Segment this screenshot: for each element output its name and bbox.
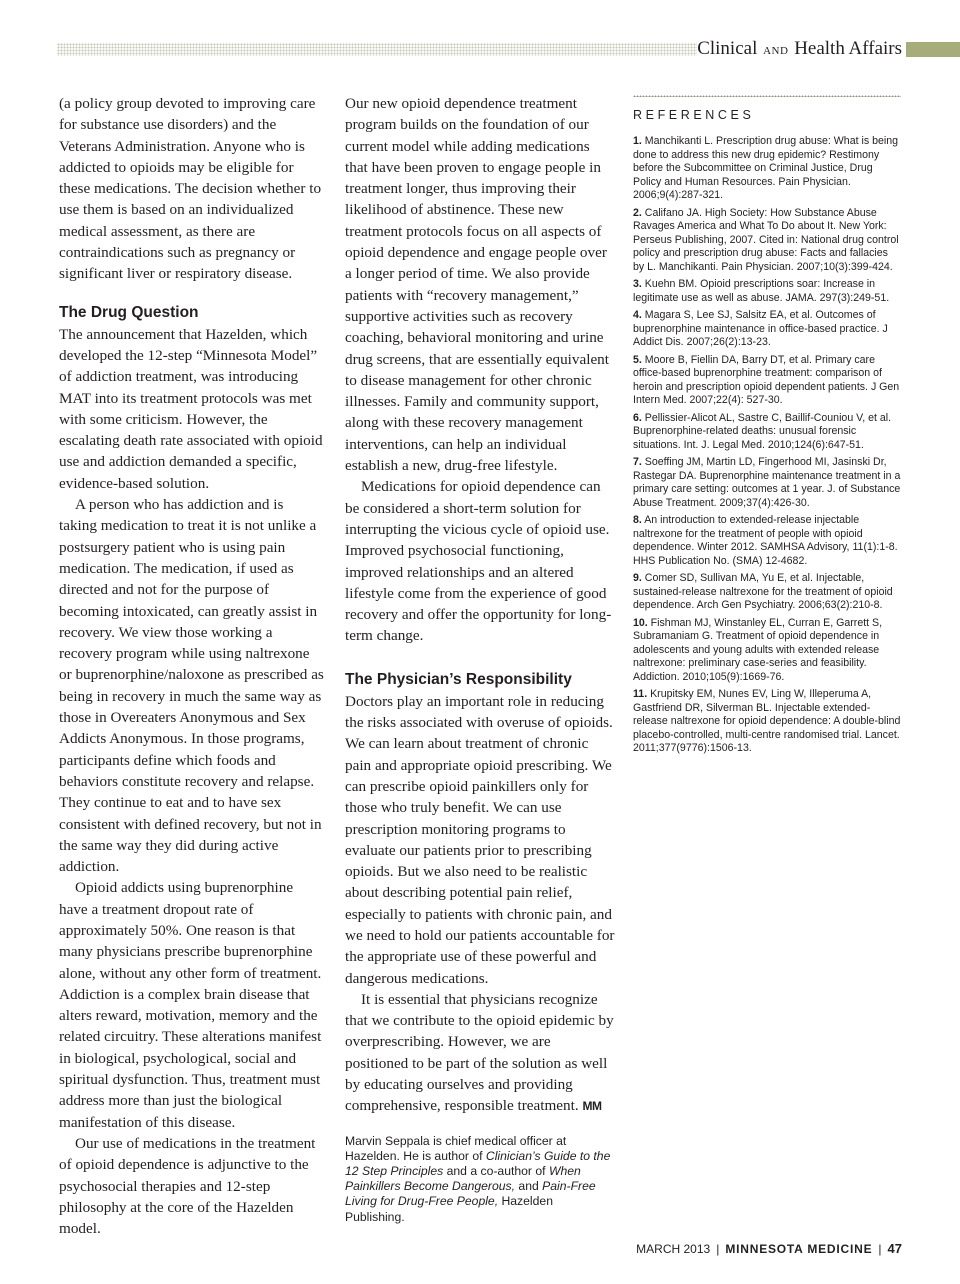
article-column-1: [59, 93, 325, 1239]
footer-issue-date: MARCH 2013: [636, 1242, 711, 1256]
reference-number: 2.: [633, 206, 642, 219]
footer-magazine-name: MINNESOTA MEDICINE: [725, 1242, 873, 1256]
section-title-part2: Health Affairs: [794, 38, 902, 59]
paragraph: Doctors play an important role in reducing the risks associated with overuse of opioids. We can learn about treatment of chronic pain and appropriate opioid prescribing. We can prescribe opioid painkillers only for those who truly benefit. We can use prescription monitoring programs to evaluate our patients prior to prescribing opioids. But we also need to be realistic about describing potential pain relief, especially to patients with chronic pain, and we need to hold our patients accountable for the appropriate use of these powerful and dangerous medications.: [345, 692, 615, 987]
article-column-2: [345, 93, 615, 1225]
author-bio: [345, 1134, 615, 1225]
page-header: [57, 38, 960, 60]
reference-number: 3.: [633, 278, 642, 290]
end-mark: MM: [582, 1099, 602, 1114]
reference-text: Comer SD, Sullivan MA, Yu E, et al. Injectable, sustained-release naltrexone for the treatment of opioid dependence. Arch Gen Psychiatry. 2006;63(2):210-8.: [633, 572, 893, 611]
reference-text: Krupitsky EM, Nunes EV, Ling W, Illeperuma A, Gastfriend DR, Silverman BL. Injectable extended-release naltrexone for opioid dependence: A double-blind placebo-controlled, multi-centre randomised trial. Lancet. 2011;377(9776):1506-13.: [633, 688, 901, 754]
header-color-bar: [906, 42, 960, 57]
references-column: [633, 93, 901, 760]
reference-number: 4.: [633, 309, 642, 321]
references-heading: REFERENCES: [633, 108, 755, 122]
reference-text: Pellissier-Alicot AL, Sastre C, Baillif-Couniou V, et al. Buprenorphine-related deaths: unusual forensic situations. Int. J. Legal Med. 2010;124(6):647-51.: [633, 411, 892, 451]
bio-text: and: [515, 1179, 543, 1194]
paragraph: (a policy group devoted to improving care for substance use disorders) and the Veterans Administration. Anyone who is addicted to opioids may be eligible for these medications. The decision whether to use them is based on an individualized medical assessment, as there are contraindications such as pregnancy or significant liver or respiratory disease.: [59, 95, 322, 283]
paragraph: Our new opioid dependence treatment program builds on the foundation of our current model while adding medications that have been proven to engage people in treatment longer, thus improving their likelihood of abstinence. These new treatment protocols focus on all aspects of opioid dependence and engage people over a longer period of time. We also provide patients with “recovery management,” supportive activities such as recovery coaching, behavioral monitoring and urine drug screens, that are essentially equivalent to disease management for other chronic illnesses. Family and community support, along with these recovery management interventions, can help an individual establish a new, drug-free lifestyle.: [345, 95, 609, 475]
reference-item: [633, 688, 901, 756]
paragraph: Medications for opioid dependence can be considered a short-term solution for interrupting the vicious cycle of opioid use. Improved psychosocial functioning, improved relationships and an altered lifestyle come from the experience of good recovery and offer the opportunity for long-term change.: [345, 478, 612, 645]
reference-number: 7.: [633, 456, 642, 468]
paragraph: The announcement that Hazelden, which developed the 12-step “Minnesota Model” of addiction treatment, was introducing MAT into its treatment protocols was met with some criticism. However, the escalating death rate associated with opioid use and addiction demanded a specific, evidence-based solution.: [59, 325, 323, 492]
reference-text: Manchikanti L. Prescription drug abuse: What is being done to address this new drug epidemic? Restimony before the Subcommittee on Criminal Justice, Drug Policy and Human Resources. Pain Physician. 2006;9(4):287-321.: [633, 135, 898, 201]
paragraph: A person who has addiction and is taking medication to treat it is not unlike a postsurgery patient who is using pain medication. The medication, if used as directed and not for the purpose of becoming intoxicated, can greatly assist in recovery. We view those working a recovery program while using naltrexone or buprenorphine/naloxone as prescribed as being in recovery in much the same way as those in Overeaters Anonymous and Sex Addicts Anonymous. In those programs, participants define which foods and behaviors constitute recovery and relapse. They continue to eat and to have sex consistent with defined recovery, but not in the same way they did during active addiction.: [59, 496, 324, 876]
paragraph-final: [345, 989, 615, 1118]
footer-separator: |: [716, 1242, 720, 1256]
reference-text: Califano JA. High Society: How Substance Abuse Ravages America and What To Do about It. New York: Perseus Publishing, 2007. Cited in: National drug control policy and prescription drug abuse: Facts and fallacies by L. Manchikanti. Pain Physician. 2007;10(3):399-424.: [633, 206, 899, 273]
final-paragraph-text: It is essential that physicians recognize that we contribute to the opioid epidemic by overprescribing. However, we are positioned to be part of the solution as well by educating ourselves and providing comprehensive, responsible treatment.: [345, 990, 614, 1115]
reference-number: 9.: [633, 572, 642, 584]
footer-page-number: 47: [887, 1241, 902, 1256]
reference-item: [633, 412, 901, 453]
reference-item: [633, 207, 901, 275]
reference-number: 8.: [633, 514, 642, 526]
header-dot-pattern: [57, 43, 697, 56]
reference-text: Magara S, Lee SJ, Salsitz EA, et al. Outcomes of buprenorphine maintenance in office-based practice. J Addict Dis. 2007;26(2):13-23.: [633, 309, 888, 348]
reference-text: Soeffing JM, Martin LD, Fingerhood MI, Jasinski Dr, Rastegar DA. Buprenorphine maintenance treatment in a primary care setting: outcomes at 1 year. J. of Substance Abuse Treatment. 2009;37(4):426-30.: [633, 456, 901, 509]
page-footer: [636, 1241, 902, 1257]
reference-text: Fishman MJ, Winstanley EL, Curran E, Garrett S, Subramaniam G. Treatment of opioid dependence in adolescents and young adults with extended release naltrexone: preliminary case-series and feasibility. Addiction. 2010;105(9):1669-76.: [633, 616, 883, 683]
bio-text: Hazelden Publishing.: [345, 1194, 553, 1224]
footer-separator: |: [878, 1242, 882, 1256]
reference-item: [633, 309, 901, 350]
reference-number: 6.: [633, 411, 642, 424]
references-dotted-rule: [633, 95, 901, 97]
reference-text: Kuehn BM. Opioid prescriptions soar: Increase in legitimate use as well as abuse. JAMA. 297(3):249-51.: [633, 278, 890, 304]
bio-book-title: Clinician’s Guide to the 12 Step Principles: [345, 1148, 611, 1179]
reference-number: 5.: [633, 353, 642, 366]
paragraph: Our use of medications in the treatment of opioid dependence is adjunctive to the psychosocial therapies and 12-step philosophy at the core of the Hazelden model.: [59, 1134, 316, 1238]
paragraph: Opioid addicts using buprenorphine have a treatment dropout rate of approximately 50%. One reason is that many physicians prescribe buprenorphine alone, without any other form of treatment. Addiction is a complex brain disease that alters reward, motivation, memory and the related circuitry. These alterations manifest in biological, psychological, social and spiritual dysfunction. Thus, treatment must address more than just the biological manifestation of this disease.: [59, 879, 322, 1131]
bio-text: Marvin Seppala is chief medical officer at Hazelden. He is author of: [345, 1133, 567, 1163]
bio-book-title: When Painkillers Become Dangerous,: [345, 1164, 581, 1194]
reference-text: An introduction to extended-release injectable naltrexone for the treatment of people with opioid dependence. Winter 2012. SAMHSA Advisory, 11(1):1-8. HHS Publication No. (SMA) 12-4682.: [633, 514, 898, 567]
reference-number: 1.: [633, 135, 642, 147]
reference-item: [633, 514, 901, 568]
bio-book-title: Pain-Free Living for Drug-Free People,: [345, 1179, 596, 1209]
reference-text: Moore B, Fiellin DA, Barry DT, et al. Primary care office-based buprenorphine treatment: comparison of heroin and prescription opioid dependent patients. J Gen Intern Med. 2007;22(4): 527-30.: [633, 353, 900, 406]
reference-number: 11.: [633, 688, 648, 700]
reference-item: [633, 456, 901, 510]
section-title-part1: Clinical: [697, 38, 758, 59]
section-title-and: AND: [763, 45, 789, 57]
references-list: [633, 135, 901, 756]
reference-number: 10.: [633, 616, 648, 629]
reference-item: [633, 135, 901, 203]
reference-item: [633, 617, 901, 685]
bio-text: and a co-author of: [443, 1164, 549, 1179]
subhead-physician-responsibility: The Physician’s Responsibility: [345, 670, 572, 688]
reference-item: [633, 278, 901, 305]
reference-item: [633, 354, 901, 408]
subhead-drug-question: The Drug Question: [59, 303, 199, 321]
section-title: [697, 38, 902, 62]
reference-item: [633, 572, 901, 613]
